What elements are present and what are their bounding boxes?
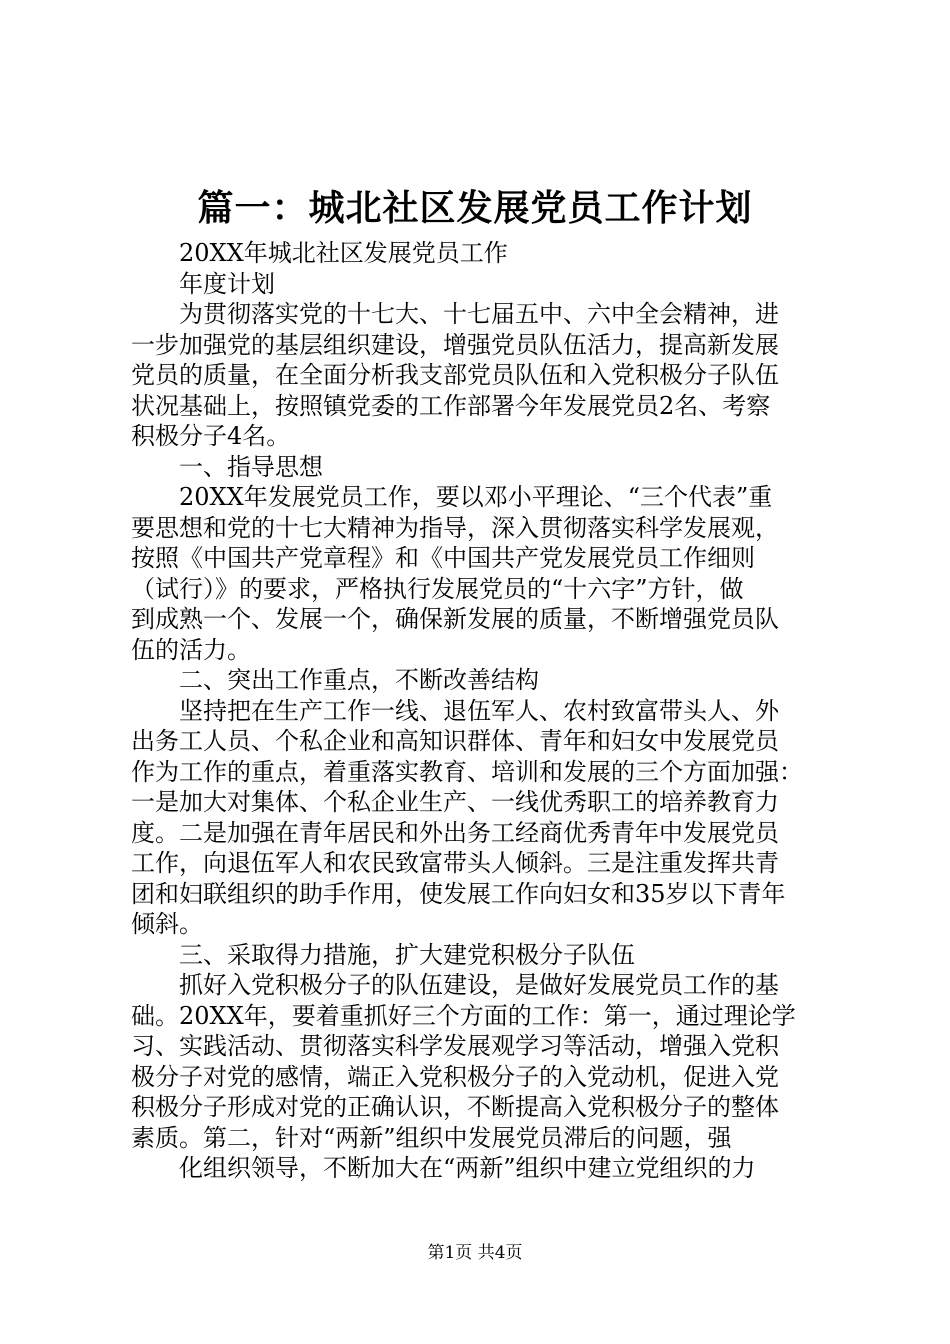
text-line: 极分子对党的感情，端正入党积极分子的入党动机，促进入党 <box>131 1062 779 1091</box>
text-line: 作为工作的重点，着重落实教育、培训和发展的三个方面加强： <box>131 757 803 786</box>
document-body <box>131 238 831 1184</box>
text-line: 积极分子形成对党的正确认识，不断提高入党积极分子的整体 <box>131 1093 779 1121</box>
text-line: 为贯彻落实党的十七大、十七届五中、六中全会精神，进 <box>179 300 779 328</box>
text-line: 工作，向退伍军人和农民致富带头人倾斜。三是注重发挥共青 <box>131 849 779 877</box>
text-line: 要思想和党的十七大精神为指导，深入贯彻落实科学发展观， <box>131 513 779 542</box>
text-line: 20XX年城北社区发展党员工作 <box>179 239 508 267</box>
text-line: 三、采取得力措施，扩大建党积极分子队伍 <box>179 940 635 969</box>
page-footer: 第1页 共4页 <box>427 1243 523 1263</box>
text-line: 一步加强党的基层组织建设，增强党员队伍活力，提高新发展 <box>131 330 779 359</box>
text-line: 出务工人员、个私企业和高知识群体、青年和妇女中发展党员 <box>131 727 779 755</box>
text-line: 年度计划 <box>179 269 275 298</box>
text-line: 党员的质量，在全面分析我支部党员队伍和入党积极分子队伍 <box>131 361 779 389</box>
text-line: 积极分子4名。 <box>131 422 291 450</box>
text-line: 抓好入党积极分子的队伍建设，是做好发展党员工作的基 <box>179 971 779 999</box>
text-line: 度。二是加强在青年居民和外出务工经商优秀青年中发展党员 <box>131 818 779 847</box>
text-line: 化组织领导，不断加大在“两新”组织中建立党组织的力 <box>179 1154 756 1182</box>
text-line: 一是加大对集体、个私企业生产、一线优秀职工的培养教育力 <box>131 788 779 816</box>
text-line: 按照《中国共产党章程》和《中国共产党发展党员工作细则 <box>131 544 755 572</box>
text-line: 倾斜。 <box>131 910 203 938</box>
text-line: 团和妇联组织的助手作用，使发展工作向妇女和35岁以下青年 <box>131 879 786 908</box>
text-line: 习、实践活动、贯彻落实科学发展观学习等活动，增强入党积 <box>131 1032 779 1060</box>
text-line: 素质。第二，针对“两新”组织中发展党员滞后的问题，强 <box>131 1123 732 1152</box>
text-line: 伍的活力。 <box>131 635 251 664</box>
text-line: （试行）》的要求，严格执行发展党员的“十六字”方针，做 <box>131 574 744 603</box>
text-line: 状况基础上，按照镇党委的工作部署今年发展党员2名、考察 <box>131 391 771 420</box>
text-line: 础。20XX年，要着重抓好三个方面的工作：第一，通过理论学 <box>131 1001 796 1030</box>
text-line: 一、指导思想 <box>179 452 323 481</box>
text-line: 到成熟一个、发展一个，确保新发展的质量，不断增强党员队 <box>131 605 779 633</box>
document-title: 篇一：城北社区发展党员工作计划 <box>197 188 753 229</box>
text-line: 20XX年发展党员工作，要以邓小平理论、“三个代表”重 <box>179 483 773 511</box>
text-line: 坚持把在生产工作一线、退伍军人、农村致富带头人、外 <box>179 696 779 725</box>
text-line: 二、突出工作重点，不断改善结构 <box>179 666 539 694</box>
